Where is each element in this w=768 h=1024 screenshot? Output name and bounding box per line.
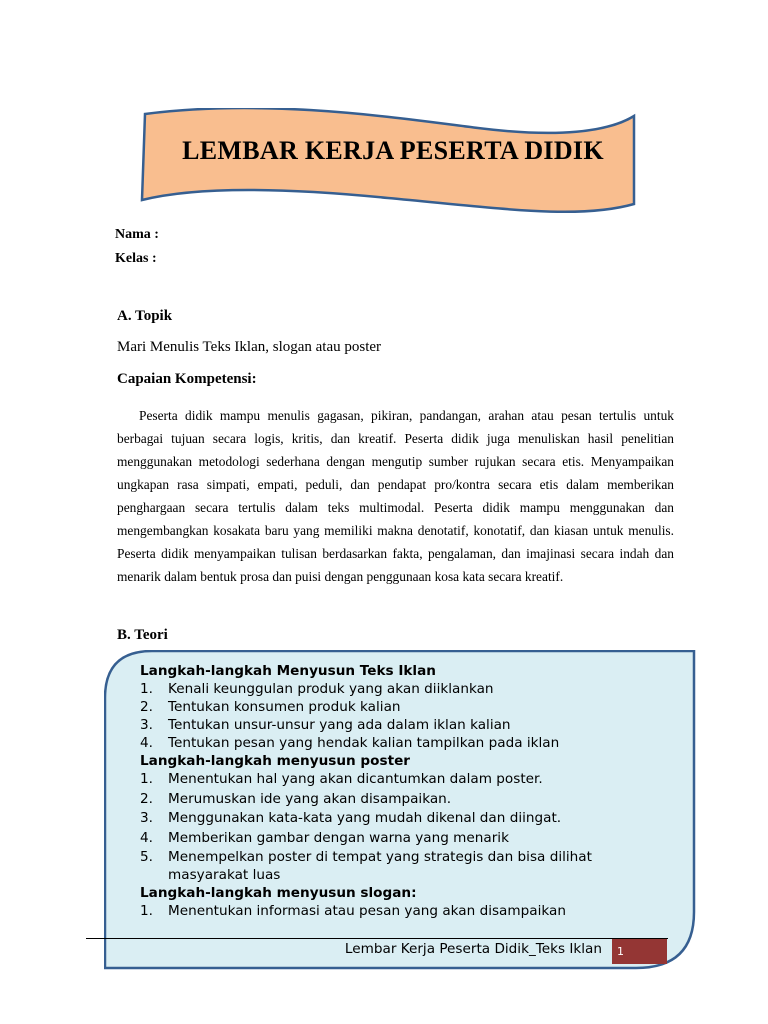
page-title: LEMBAR KERJA PESERTA DIDIK <box>182 136 604 165</box>
list-text: Tentukan pesan yang hendak kalian tampilkan pada iklan <box>168 735 560 751</box>
list-text: Menggunakan kata-kata yang mudah dikenal dan diingat. <box>168 810 562 826</box>
list-item <box>140 698 640 716</box>
list-number: 1. <box>140 771 153 787</box>
list-number: 1. <box>140 681 153 697</box>
list-number: 4. <box>140 829 153 846</box>
list-item <box>140 848 640 884</box>
topic-text: Mari Menulis Teks Iklan, slogan atau poster <box>117 339 382 355</box>
list-number: 2. <box>140 699 153 715</box>
list-item <box>140 734 640 752</box>
list-text: Menentukan hal yang akan dicantumkan dalam poster. <box>168 771 543 787</box>
competence-heading: Capaian Kompetensi: <box>117 371 257 387</box>
list-item <box>140 902 640 920</box>
poster-steps-heading: Langkah-langkah menyusun poster <box>140 753 411 769</box>
list-number: 3. <box>140 717 153 733</box>
list-number: 3. <box>140 810 153 826</box>
list-text: Menempelkan poster di tempat yang strategis dan bisa dilihat masyarakat luas <box>168 849 592 883</box>
list-item <box>140 829 640 849</box>
list-text: Tentukan unsur-unsur yang ada dalam iklan kalian <box>168 717 511 733</box>
list-text: Merumuskan ide yang akan disampaikan. <box>168 790 452 807</box>
list-item <box>140 809 640 829</box>
ad-steps-list <box>140 680 640 752</box>
list-text: Menentukan informasi atau pesan yang akan disampaikan <box>168 903 566 919</box>
section-b-heading: B. Teori <box>117 627 168 643</box>
footer-divider <box>86 938 668 939</box>
page-number-badge <box>612 939 667 964</box>
list-item <box>140 716 640 734</box>
list-text: Memberikan gambar dengan warna yang menarik <box>168 829 509 846</box>
list-text: Tentukan konsumen produk kalian <box>168 699 401 715</box>
page-number: 1 <box>617 945 624 958</box>
section-a-heading: A. Topik <box>117 308 173 324</box>
list-item <box>140 790 640 810</box>
theory-content <box>140 662 640 920</box>
slogan-steps-list <box>140 902 640 920</box>
poster-steps-list <box>140 770 640 884</box>
ad-steps-heading: Langkah-langkah Menyusun Teks Iklan <box>140 663 436 679</box>
list-text: Kenali keunggulan produk yang akan diiklankan <box>168 681 494 697</box>
list-number: 2. <box>140 790 153 807</box>
slogan-steps-heading: Langkah-langkah menyusun slogan: <box>140 885 417 901</box>
list-item <box>140 770 640 790</box>
competence-paragraph: Peserta didik mampu menulis gagasan, pikiran, pandangan, arahan atau pesan tertulis untuk berbagai tujuan secara logis, kritis, dan kreatif. Peserta didik juga menuliskan hasil penelitian menggunakan metodologi sederhana dengan mengutip sumber rujukan secara etis. Menyampaikan ungkapan rasa simpati, empati, peduli, dan pendapat pro/kontra secara etis dalam memberikan penghargaan secara tertulis dalam teks multimodal. Peserta didik mampu menggunakan dan mengembangkan kosakata baru yang memiliki makna denotatif, konotatif, dan kiasan untuk menulis. Peserta didik menyampaikan tulisan berdasarkan fakta, pengalaman, dan imajinasi secara indah dan menarik dalam bentuk prosa dan puisi dengan penggunaan kosa kata secara kreatif. <box>117 408 674 584</box>
class-label: Kelas : <box>115 251 157 266</box>
footer-text: Lembar Kerja Peserta Didik_Teks Iklan <box>344 941 602 957</box>
list-number: 4. <box>140 735 153 751</box>
name-label: Nama : <box>115 227 159 242</box>
list-number: 1. <box>140 903 153 919</box>
list-number: 5. <box>140 849 153 865</box>
list-item <box>140 680 640 698</box>
